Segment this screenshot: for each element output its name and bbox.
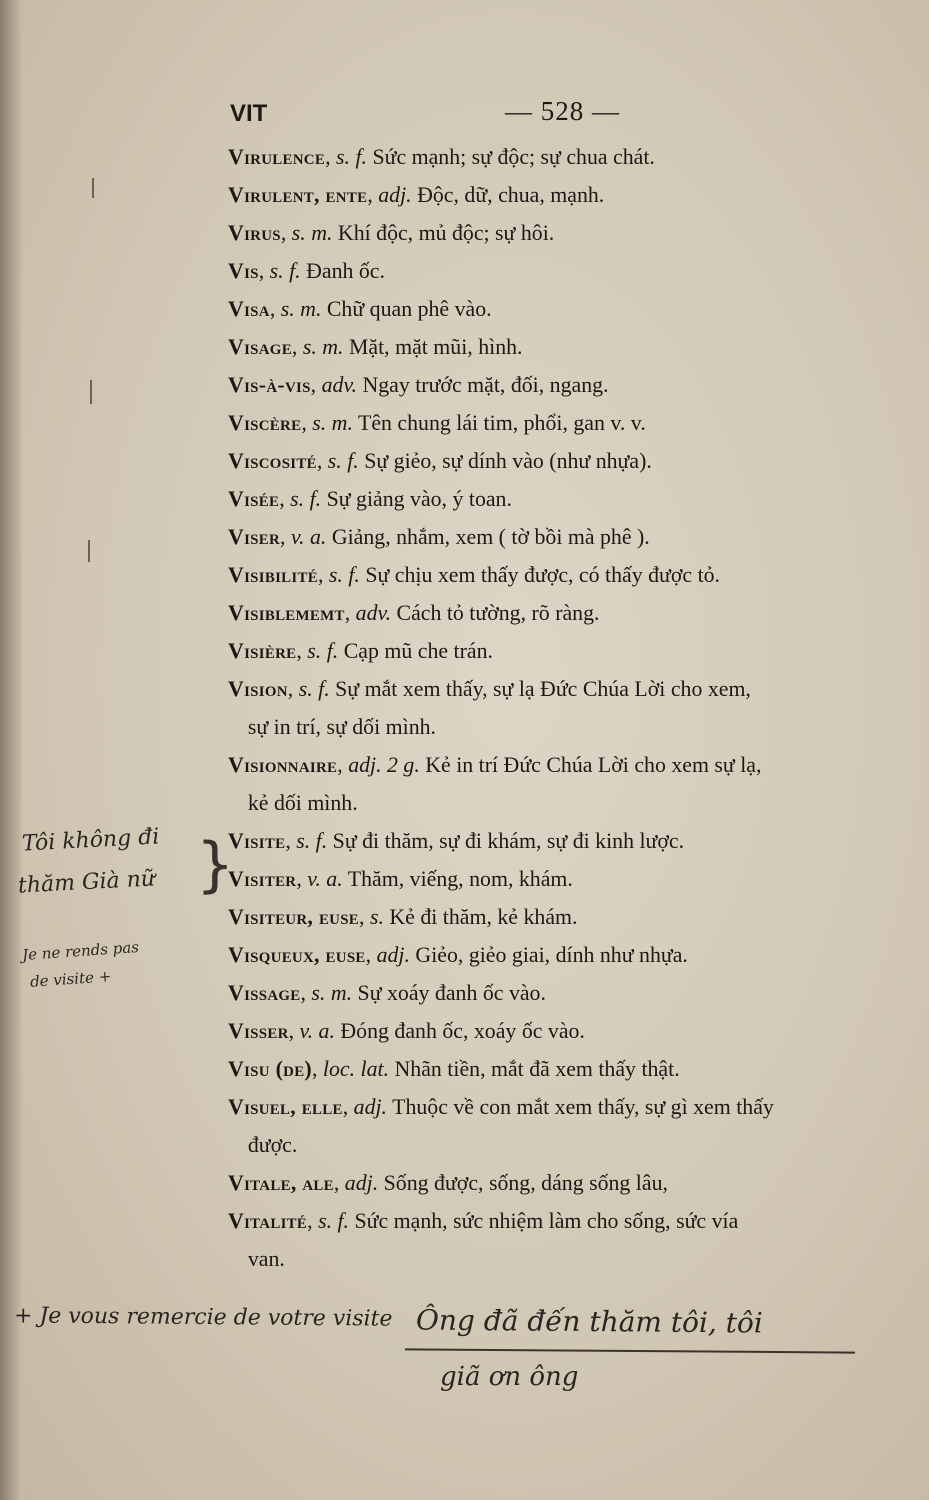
entry-translation: Sống được, sống, dáng sống lâu,	[383, 1170, 668, 1195]
margin-mark	[90, 380, 92, 404]
dictionary-entry: Visu (de), loc. lat. Nhãn tiền, mắt đã xem thấy thật.	[228, 1056, 680, 1081]
entry-translation: Sự xoáy đanh ốc vào.	[357, 980, 546, 1005]
entry-grammar: s. m.	[311, 980, 353, 1005]
entry-headword: Visiblememt	[228, 600, 345, 625]
entry-grammar: s. m.	[291, 220, 333, 245]
entry-headword: Viscère	[228, 410, 302, 435]
entry-grammar: s. f.	[327, 448, 359, 473]
entry-translation: Sự chịu xem thấy được, có thấy được tỏ.	[365, 562, 721, 587]
entry-grammar: adj.	[353, 1094, 388, 1119]
dictionary-entry: Visite, s. f. Sự đi thăm, sự đi khám, sự đi kinh lược.	[228, 828, 685, 853]
margin-note-line-2: thăm Già nữ	[17, 866, 156, 899]
entry-grammar: adj.	[378, 182, 412, 207]
entry-grammar: adj. 2 g.	[348, 752, 420, 777]
bottom-note-french: + Je vous remercie de votre visite	[13, 1303, 393, 1332]
dictionary-entry: Vissage, s. m. Sự xoáy đanh ốc vào.	[228, 980, 546, 1005]
entry-translation: Kẻ in trí Đức Chúa Lời cho xem sự lạ,	[425, 752, 762, 777]
entry-grammar: s. m.	[302, 334, 344, 359]
entry-headword: Visqueux, euse	[228, 942, 366, 967]
entry-translation: Chữ quan phê vào.	[326, 296, 492, 321]
dictionary-entry: Vis-à-vis, adv. Ngay trước mặt, đối, ngang.	[228, 372, 609, 397]
entry-translation: Ngay trước mặt, đối, ngang.	[362, 372, 609, 397]
margin-note-french-2: de visite +	[29, 967, 112, 991]
bottom-note-underline	[405, 1348, 855, 1353]
entry-grammar: s. f.	[296, 828, 328, 853]
entry-headword: Visée	[228, 486, 280, 511]
dictionary-entry: Visée, s. f. Sự giảng vào, ý toan.	[228, 486, 512, 511]
dictionary-entry: Visser, v. a. Đóng đanh ốc, xoáy ốc vào.	[228, 1018, 585, 1043]
margin-mark	[88, 540, 90, 562]
entry-grammar: s.	[369, 904, 384, 929]
dictionary-entry: Vis, s. f. Đanh ốc.	[228, 258, 385, 283]
dictionary-entry: Visqueux, euse, adj. Giẻo, giẻo giai, dính như nhựa.	[228, 942, 688, 967]
entry-headword: Visage	[228, 334, 292, 359]
entry-headword: Visite	[228, 828, 286, 853]
entry-translation: Sự giẻo, sự dính vào (như nhựa).	[364, 448, 652, 473]
entry-translation: Sức mạnh, sức nhiệm làm cho sống, sức vía	[354, 1208, 739, 1233]
entry-translation: Giẻo, giẻo giai, dính như nhựa.	[415, 942, 688, 967]
dictionary-entry: Visière, s. f. Cạp mũ che trán.	[228, 638, 493, 663]
entry-headword: Visionnaire	[228, 752, 338, 777]
entry-translation: Sự đi thăm, sự đi khám, sự đi kinh lược.	[332, 828, 685, 853]
entry-headword: Visser	[228, 1018, 289, 1043]
entry-grammar: s. f.	[298, 676, 330, 701]
entry-grammar: loc. lat.	[322, 1056, 390, 1081]
entry-translation: Sự giảng vào, ý toan.	[326, 486, 512, 511]
entry-translation: Độc, dữ, chua, mạnh.	[417, 182, 605, 207]
dictionary-entry: Viser, v. a. Giảng, nhắm, xem ( tờ bồi mà phê ).	[228, 524, 650, 549]
entry-headword: Vissage	[228, 980, 301, 1005]
entry-translation: Nhãn tiền, mắt đã xem thấy thật.	[394, 1056, 680, 1081]
dictionary-entry: Visa, s. m. Chữ quan phê vào.	[228, 296, 492, 321]
bottom-note-vietnamese-2: giã ơn ông	[440, 1362, 579, 1392]
entry-grammar: s. f.	[269, 258, 301, 283]
dictionary-entry: Virulent, ente, adj. Độc, dữ, chua, mạnh.	[228, 182, 605, 207]
margin-mark	[92, 178, 94, 198]
page-number: — 528 —	[505, 96, 620, 126]
entry-headword: Vis	[228, 258, 259, 283]
entry-headword: Vitale, ale	[228, 1170, 334, 1195]
dictionary-entry: Visuel, elle, adj. Thuộc về con mắt xem thấy, sự gì xem thấy	[228, 1094, 774, 1119]
dictionary-entry: Vision, s. f. Sự mắt xem thấy, sự lạ Đức Chúa Lời cho xem,	[228, 676, 751, 701]
entry-continuation: kẻ dối mình.	[247, 790, 358, 815]
entry-translation: Tên chung lái tim, phổi, gan v. v.	[357, 410, 646, 435]
entry-translation: Thăm, viếng, nom, khám.	[347, 866, 573, 891]
entry-grammar: v. a.	[299, 1018, 335, 1043]
entry-translation: Đanh ốc.	[306, 258, 385, 283]
entry-headword: Virulence	[228, 144, 326, 169]
dictionary-entry: Visionnaire, adj. 2 g. Kẻ in trí Đức Chúa Lời cho xem sự lạ,	[228, 752, 762, 777]
entry-headword: Visa	[228, 296, 270, 321]
dictionary-entry: Virulence, s. f. Sức mạnh; sự độc; sự chua chát.	[228, 144, 655, 169]
entry-headword: Visière	[228, 638, 297, 663]
entry-grammar: adj.	[376, 942, 410, 967]
entry-headword: Visu (de)	[228, 1056, 313, 1081]
bottom-note-vietnamese-1: Ông đã đến thăm tôi, tôi	[415, 1303, 763, 1340]
entry-continuation: sự in trí, sự dối mình.	[247, 714, 437, 739]
entry-translation: Sự mắt xem thấy, sự lạ Đức Chúa Lời cho xem,	[335, 676, 751, 701]
entry-translation: Khí độc, mủ độc; sự hôi.	[337, 220, 555, 245]
entry-translation: Mặt, mặt mũi, hình.	[348, 334, 523, 359]
head-word: VIT	[230, 100, 268, 127]
entry-translation: Kẻ đi thăm, kẻ khám.	[389, 904, 578, 929]
entry-grammar: adv.	[355, 600, 392, 625]
entry-translation: Sức mạnh; sự độc; sự chua chát.	[372, 144, 655, 169]
entry-headword: Vitalité	[228, 1208, 308, 1233]
dictionary-entry: Visiteur, euse, s. Kẻ đi thăm, kẻ khám.	[228, 904, 578, 929]
entry-grammar: adv.	[321, 372, 357, 397]
entry-grammar: s. f.	[336, 144, 367, 169]
book-spine-shadow	[0, 0, 22, 1500]
entry-grammar: s. m.	[312, 410, 353, 435]
dictionary-entry: Vitale, ale, adj. Sống được, sống, dáng sống lâu,	[228, 1170, 668, 1195]
margin-note-french-1: Je ne rends pas	[21, 937, 140, 965]
dictionary-entry: Virus, s. m. Khí độc, mủ độc; sự hôi.	[228, 220, 555, 245]
entry-translation: Cách tỏ tường, rõ ràng.	[396, 600, 600, 625]
entry-grammar: s. f.	[318, 1208, 350, 1233]
entry-translation: Cạp mũ che trán.	[343, 638, 493, 663]
entry-headword: Visiteur, euse	[228, 904, 360, 929]
entry-grammar: s. f.	[290, 486, 322, 511]
entry-headword: Viscosité	[228, 448, 317, 473]
dictionary-entry: Vitalité, s. f. Sức mạnh, sức nhiệm làm cho sống, sức vía	[228, 1208, 739, 1233]
entry-headword: Vis-à-vis	[228, 372, 311, 397]
entry-grammar: v. a.	[290, 524, 327, 549]
entry-headword: Visuel, elle	[228, 1094, 343, 1119]
entry-grammar: v. a.	[307, 866, 343, 891]
dictionary-entry: Visibilité, s. f. Sự chịu xem thấy được, có thấy được tỏ.	[228, 562, 721, 587]
dictionary-entry: Viscosité, s. f. Sự giẻo, sự dính vào (như nhựa).	[228, 448, 652, 473]
entry-headword: Virulent, ente	[228, 182, 368, 207]
dictionary-entries	[228, 138, 918, 1278]
margin-brace: }	[196, 830, 235, 900]
entry-translation: Giảng, nhắm, xem ( tờ bồi mà phê ).	[331, 524, 650, 549]
entry-grammar: s. m.	[280, 296, 322, 321]
entry-continuation: được.	[247, 1132, 298, 1157]
entry-grammar: s. f.	[307, 638, 339, 663]
entry-headword: Visibilité	[228, 562, 318, 587]
dictionary-entry: Visage, s. m. Mặt, mặt mũi, hình.	[228, 334, 523, 359]
entry-grammar: adj.	[344, 1170, 379, 1195]
dictionary-entry: Viscère, s. m. Tên chung lái tim, phổi, gan v. v.	[228, 410, 646, 435]
entry-headword: Visiter	[228, 866, 297, 891]
entry-headword: Vision	[228, 676, 288, 701]
margin-note-line-1: Tôi không đi	[21, 824, 160, 857]
dictionary-entry: Visiblememt, adv. Cách tỏ tường, rõ ràng.	[228, 600, 600, 625]
entry-grammar: s. f.	[328, 562, 360, 587]
entry-headword: Virus	[228, 220, 281, 245]
entry-translation: Đóng đanh ốc, xoáy ốc vào.	[340, 1018, 585, 1043]
entry-translation: Thuộc về con mắt xem thấy, sự gì xem thấy	[392, 1094, 774, 1119]
entry-continuation: van.	[247, 1246, 285, 1271]
entry-headword: Viser	[228, 524, 281, 549]
dictionary-entry: Visiter, v. a. Thăm, viếng, nom, khám.	[228, 866, 573, 891]
running-head	[230, 96, 830, 132]
